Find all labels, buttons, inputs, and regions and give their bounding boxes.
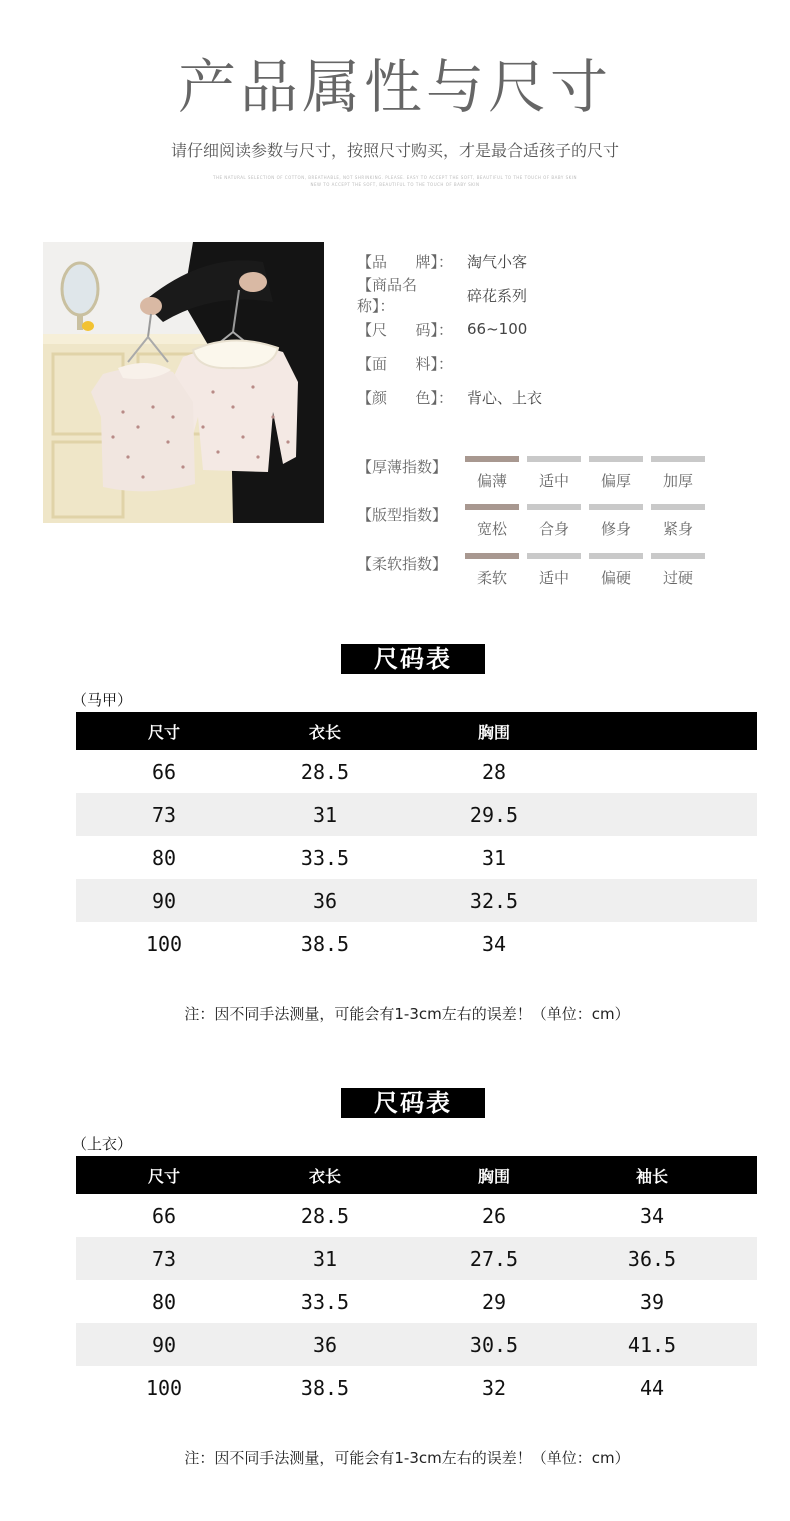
table-cell: 38.5 xyxy=(300,1375,350,1400)
size-chart-title-vest: 尺码表 xyxy=(341,644,485,674)
table-header-cell: 尺寸 xyxy=(147,722,181,742)
table-row xyxy=(76,879,757,922)
table-cell: 73 xyxy=(151,802,177,827)
index-option xyxy=(651,456,705,491)
index-option-label: 宽松 xyxy=(476,520,507,538)
table-cell: 28.5 xyxy=(300,1203,350,1228)
table-cell: 29.5 xyxy=(469,802,519,827)
index-option-label: 修身 xyxy=(600,520,631,538)
table-cell: 33.5 xyxy=(300,845,350,870)
index-bar xyxy=(589,504,643,510)
table-cell: 31 xyxy=(312,802,338,827)
table-header-cell: 胸围 xyxy=(477,722,511,742)
table-cell: 66 xyxy=(151,759,177,784)
index-label: 【柔软指数】 xyxy=(357,555,448,573)
table-cell: 31 xyxy=(481,845,507,870)
index-option xyxy=(589,553,643,588)
index-option xyxy=(527,553,581,588)
index-option-label: 偏厚 xyxy=(600,472,631,490)
attr-product-name: 【商品名称】： 碎花系列 xyxy=(357,276,528,315)
attr-color: 【颜 色】： 背心、上衣 xyxy=(357,388,543,407)
table-header-cell: 衣长 xyxy=(308,1166,342,1186)
index-option xyxy=(527,456,581,491)
table-cell: 90 xyxy=(151,888,177,913)
attr-color-value: 背心、上衣 xyxy=(467,388,543,407)
index-bar xyxy=(527,553,581,559)
index-option xyxy=(465,504,519,539)
table-header xyxy=(76,1156,757,1194)
attr-size: 【尺 码】： 66~100 xyxy=(357,320,528,339)
table-cell: 66 xyxy=(151,1203,177,1228)
index-option xyxy=(651,504,705,539)
table-row xyxy=(76,793,757,836)
page-title: 产品属性与尺寸 xyxy=(177,53,612,121)
table-cell: 28 xyxy=(481,759,507,784)
table-cell: 73 xyxy=(151,1246,177,1271)
index-label: 【版型指数】 xyxy=(357,506,448,524)
measurement-note: 注：因不同手法测量，可能会有1-3cm左右的误差！（单位：cm） xyxy=(184,1005,630,1023)
index-option xyxy=(527,504,581,539)
attr-fabric: 【面 料】： xyxy=(357,354,453,373)
size-table-top xyxy=(76,1156,757,1409)
index-option xyxy=(589,504,643,539)
table-cell: 26 xyxy=(481,1203,507,1228)
size-chart-title-top: 尺码表 xyxy=(341,1088,485,1118)
table-header xyxy=(76,712,757,750)
table-cell: 34 xyxy=(481,931,507,956)
index-bar xyxy=(589,456,643,462)
index-bar-selected xyxy=(465,504,519,510)
index-bar xyxy=(589,553,643,559)
table-cell: 80 xyxy=(151,845,177,870)
attr-brand-value: 淘气小客 xyxy=(467,252,528,271)
measurement-note: 注：因不同手法测量，可能会有1-3cm左右的误差！（单位：cm） xyxy=(184,1449,630,1467)
index-option-label: 柔软 xyxy=(476,569,507,587)
table-cell: 28.5 xyxy=(300,759,350,784)
table-cell: 33.5 xyxy=(300,1289,350,1314)
table-row xyxy=(76,922,757,965)
index-option xyxy=(465,553,519,588)
index-option-label: 偏薄 xyxy=(476,472,507,490)
index-option xyxy=(465,456,519,491)
index-bar-selected xyxy=(465,456,519,462)
table-header-cell: 尺寸 xyxy=(147,1166,181,1186)
table-cell: 27.5 xyxy=(469,1246,519,1271)
table-caption-vest: （马甲） xyxy=(72,691,133,709)
table-cell: 29 xyxy=(481,1289,507,1314)
table-row xyxy=(76,836,757,879)
attr-size-value: 66~100 xyxy=(467,320,528,338)
table-row xyxy=(76,1237,757,1280)
table-cell: 36.5 xyxy=(627,1246,677,1271)
index-bar xyxy=(651,456,705,462)
index-bar xyxy=(527,504,581,510)
table-cell: 32.5 xyxy=(469,888,519,913)
index-label: 【厚薄指数】 xyxy=(357,458,448,476)
table-header-cell: 袖长 xyxy=(635,1166,669,1186)
index-bar-selected xyxy=(465,553,519,559)
table-cell: 30.5 xyxy=(469,1332,519,1357)
index-option-label: 紧身 xyxy=(662,520,693,538)
product-photo xyxy=(43,242,324,523)
table-cell: 34 xyxy=(639,1203,665,1228)
table-row xyxy=(76,1194,757,1237)
table-caption-top: （上衣） xyxy=(72,1135,133,1153)
attribute-list xyxy=(357,244,542,414)
decorative-caption-line: NEW TO ACCEPT THE SOFT, BEAUTIFUL TO THE TOUCH OF BABY SKIN xyxy=(310,182,480,187)
index-option-label: 过硬 xyxy=(662,569,693,587)
table-cell: 36 xyxy=(312,1332,338,1357)
table-cell: 36 xyxy=(312,888,338,913)
table-cell: 32 xyxy=(481,1375,507,1400)
attr-product-name-value: 碎花系列 xyxy=(467,286,528,305)
size-table-vest xyxy=(76,712,757,965)
index-option xyxy=(589,456,643,491)
table-header-cell: 胸围 xyxy=(477,1166,511,1186)
table-cell: 41.5 xyxy=(627,1332,677,1357)
table-cell: 90 xyxy=(151,1332,177,1357)
index-bar xyxy=(527,456,581,462)
index-bar xyxy=(651,504,705,510)
table-cell: 44 xyxy=(639,1375,665,1400)
table-row xyxy=(76,750,757,793)
page-subtitle: 请仔细阅读参数与尺寸，按照尺寸购买，才是最合适孩子的尺寸 xyxy=(170,141,619,160)
index-bar xyxy=(651,553,705,559)
decorative-caption-line: THE NATURAL SELECTION OF COTTON, BREATHABLE, NOT SHRINKING. PLEASE. EASY TO ACCEPT THE SOFT, BEAUTIFUL TO THE TOUCH OF BABY SKIN xyxy=(213,175,577,180)
table-row xyxy=(76,1280,757,1323)
attr-brand: 【品 牌】： 淘气小客 xyxy=(357,252,528,271)
table-cell: 100 xyxy=(145,931,183,956)
index-option-label: 适中 xyxy=(538,472,569,490)
table-cell: 39 xyxy=(639,1289,665,1314)
index-option-label: 偏硬 xyxy=(600,569,631,587)
table-cell: 38.5 xyxy=(300,931,350,956)
table-row xyxy=(76,1366,757,1409)
table-cell: 100 xyxy=(145,1375,183,1400)
table-header-cell: 衣长 xyxy=(308,722,342,742)
table-cell: 80 xyxy=(151,1289,177,1314)
index-option-label: 加厚 xyxy=(662,472,693,490)
index-option xyxy=(651,553,705,588)
table-row xyxy=(76,1323,757,1366)
table-cell: 31 xyxy=(312,1246,338,1271)
index-option-label: 适中 xyxy=(538,569,569,587)
index-option-label: 合身 xyxy=(538,520,569,538)
